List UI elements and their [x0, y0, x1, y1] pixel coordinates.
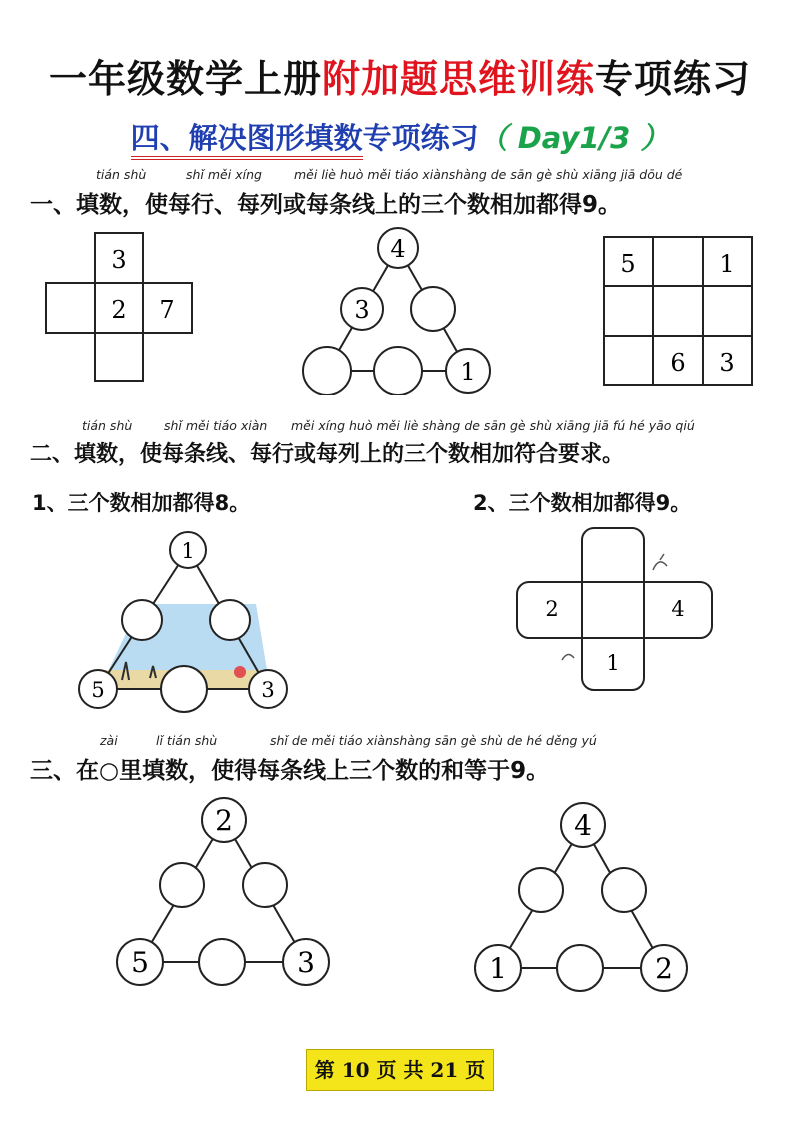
grid-r3c2-number: 6 — [670, 349, 686, 377]
cross2-bottom-number: 1 — [606, 651, 620, 675]
cross-center-cell — [584, 584, 642, 636]
title-part2: 附加题思维训练 — [321, 57, 595, 101]
cross-top-number: 3 — [111, 246, 127, 274]
pinyin-s3-3: shǐ de měi tiáo xiànshàng sān gè shù de hé děng yú — [270, 733, 597, 748]
page-title — [0, 48, 800, 103]
tri3-bottomleft-number: 5 — [131, 946, 149, 979]
tri1-bottomright-number: 1 — [460, 358, 476, 386]
grid-r1c1-number: 5 — [620, 250, 636, 278]
section3-title: 三、在○里填数，使得每条线上三个数的和等于9。 — [30, 758, 550, 784]
title-part3: 专项练习 — [595, 57, 752, 101]
pinyin-s1-2: shǐ měi xíng — [186, 167, 262, 182]
tri4-bottomleft-number: 1 — [489, 952, 507, 985]
grid-r1c3-number: 1 — [719, 250, 735, 278]
subtitle-main: 四、解决图形填数 — [131, 121, 363, 160]
tri3-top-number: 2 — [215, 804, 233, 837]
section2-sub2: 2、三个数相加都得9。 — [473, 491, 692, 515]
pinyin-s1-1: tián shù — [96, 167, 147, 182]
crab-icon — [234, 666, 246, 678]
tri2-bottomright-number: 3 — [261, 678, 275, 702]
cross-center-number: 2 — [111, 296, 127, 324]
pinyin-s1-3: měi liè huò měi tiáo xiànshàng de sān gè shù xiāng jiā dōu dé — [294, 167, 683, 182]
cross2-left-number: 2 — [545, 597, 559, 621]
coral-icon — [653, 554, 667, 570]
page-number-badge: 第 10 页 共 21 页 — [306, 1049, 494, 1091]
section2-sub1: 1、三个数相加都得8。 — [32, 491, 251, 515]
coral-icon — [562, 654, 574, 660]
tri2-top-number: 1 — [181, 539, 195, 563]
cross2-right-number: 4 — [671, 597, 685, 621]
tri4-top-number: 4 — [574, 809, 592, 842]
section1-title: 一、填数，使每行、每列或每条线上的三个数相加都得9。 — [30, 192, 622, 218]
grid-r3c3-number: 3 — [719, 349, 735, 377]
pinyin-s2-3: měi xíng huò měi liè shàng de sān gè shù xiāng jiā fú hé yāo qiú — [291, 418, 695, 433]
section3-figures — [0, 790, 800, 1000]
pinyin-s3-1: zài — [100, 733, 118, 748]
title-part1: 一年级数学上册 — [48, 57, 322, 101]
pinyin-s2-2: shǐ měi tiáo xiàn — [164, 418, 268, 433]
tri3-bottomright-number: 3 — [297, 946, 315, 979]
tri4-bottomright-number: 2 — [655, 952, 673, 985]
pinyin-s2-1: tián shù — [82, 418, 133, 433]
section1-figures — [0, 225, 800, 395]
section2-title: 二、填数，使每条线、每行或每列上的三个数相加符合要求。 — [30, 442, 625, 467]
tri1-top-number: 4 — [390, 235, 406, 263]
page-subtitle — [0, 116, 800, 157]
cross-right-number: 7 — [159, 296, 175, 324]
subtitle-rest: 专项练习 — [362, 121, 479, 155]
section2-figures — [0, 520, 800, 720]
pinyin-s3-2: lǐ tián shù — [156, 733, 218, 748]
tri1-leftmid-number: 3 — [354, 296, 370, 324]
subtitle-day: （ Day1/3 ） — [478, 121, 670, 155]
tri2-bottomleft-number: 5 — [91, 678, 105, 702]
